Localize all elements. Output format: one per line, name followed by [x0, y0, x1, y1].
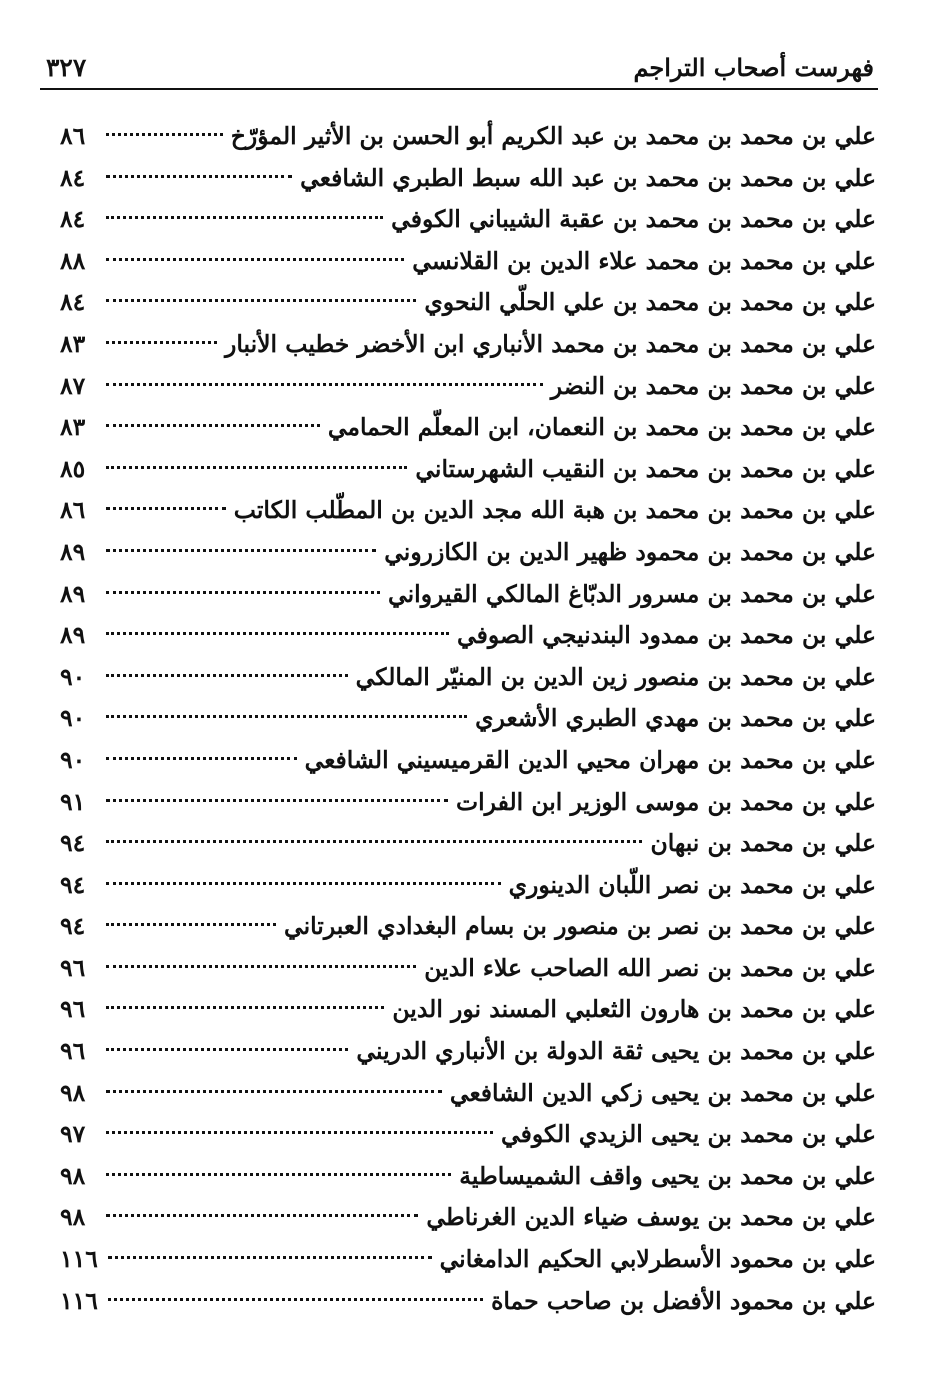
- index-entry: [60, 282, 876, 324]
- index-entry: [60, 532, 876, 574]
- entry-name: علي بن محمد بن مهران محيي الدين القرميسيني الشافعي: [304, 745, 876, 774]
- entry-page-number: ٩٨: [60, 1078, 86, 1107]
- index-entry: [60, 615, 876, 657]
- dot-leader: [106, 1173, 451, 1176]
- entry-name: علي بن محمود الأفضل بن صاحب حماة: [491, 1286, 876, 1315]
- dot-leader: [106, 1006, 384, 1009]
- entry-page-number: ٨٩: [60, 621, 86, 650]
- index-entry: [60, 158, 876, 200]
- dot-leader: [106, 882, 501, 885]
- dot-leader: [106, 507, 226, 510]
- dot-leader: [106, 424, 320, 427]
- entry-name: علي بن محمد بن نصر الله الصاحب علاء الدين: [424, 953, 876, 982]
- dot-leader: [106, 591, 380, 594]
- entry-page-number: ٩٨: [60, 1203, 86, 1232]
- index-entry: [60, 865, 876, 907]
- entry-page-number: ٨٨: [60, 246, 86, 275]
- entry-page-number: ٩٦: [60, 953, 86, 982]
- dot-leader: [106, 133, 223, 136]
- index-entry: [60, 1073, 876, 1115]
- entry-page-number: ٩٧: [60, 1120, 86, 1149]
- dot-leader: [106, 1048, 348, 1051]
- entry-name: علي بن محمد بن محمد بن محمد الأنباري ابن الأخضر خطيب الأنبار: [225, 329, 876, 358]
- index-entry: [60, 740, 876, 782]
- entry-name: علي بن محمد بن محمود ظهير الدين بن الكازروني: [384, 537, 876, 566]
- index-list: [60, 116, 876, 1322]
- entry-page-number: ٨٤: [60, 163, 86, 192]
- entry-name: علي بن محمود الأسطرلابي الحكيم الدامغاني: [439, 1245, 876, 1274]
- index-entry: [60, 1114, 876, 1156]
- index-entry: [60, 324, 876, 366]
- index-entry: [60, 199, 876, 241]
- index-entry: [60, 1239, 876, 1281]
- entry-page-number: ٨٤: [60, 205, 86, 234]
- entry-name: علي بن محمد بن نبهان: [650, 829, 876, 858]
- entry-name: علي بن محمد بن محمد بن عبد الكريم أبو الحسن بن الأثير المؤرّخ: [230, 122, 876, 150]
- page-header: [40, 48, 878, 90]
- entry-page-number: ٩٦: [60, 995, 86, 1024]
- running-title: فهرست أصحاب التراجم: [633, 53, 874, 82]
- entry-name: علي بن محمد بن موسى الوزير ابن الفرات: [455, 787, 876, 816]
- entry-page-number: ٨٣: [60, 413, 86, 442]
- entry-page-number: ٨٥: [60, 454, 86, 483]
- dot-leader: [106, 1131, 493, 1134]
- entry-name: علي بن محمد بن منصور زين الدين بن المنيّر المالكي: [355, 662, 876, 691]
- dot-leader: [106, 840, 642, 843]
- entry-page-number: ٩٤: [60, 870, 86, 899]
- entry-name: علي بن محمد بن نصر اللّبان الدينوري: [508, 870, 876, 899]
- index-entry: [60, 823, 876, 865]
- index-entry: [60, 948, 876, 990]
- entry-name: علي بن محمد بن محمد علاء الدين بن القلانسي: [412, 246, 876, 275]
- dot-leader: [106, 1214, 418, 1217]
- index-entry: [60, 574, 876, 616]
- entry-page-number: ٨٤: [60, 288, 86, 317]
- entry-name: علي بن محمد بن يحيى واقف الشميساطية: [459, 1161, 876, 1190]
- dot-leader: [106, 383, 543, 386]
- entry-name: علي بن محمد بن محمد بن عقبة الشيباني الكوفي: [391, 205, 876, 234]
- dot-leader: [106, 175, 292, 178]
- entry-name: علي بن محمد بن محمد بن النعمان، ابن المعلّم الحمامي: [327, 413, 876, 442]
- entry-name: علي بن محمد بن يحيى ثقة الدولة بن الأنباري الدريني: [356, 1037, 876, 1066]
- entry-name: علي بن محمد بن ممدود البندنيجي الصوفي: [457, 621, 876, 650]
- dot-leader: [106, 674, 348, 677]
- dot-leader: [108, 1298, 483, 1301]
- entry-name: علي بن محمد بن محمد بن النضر: [550, 371, 876, 400]
- index-entry: [60, 782, 876, 824]
- page-number: ٣٢٧: [46, 53, 87, 82]
- index-entry: [60, 906, 876, 948]
- dot-leader: [106, 299, 416, 302]
- entry-name: علي بن محمد بن محمد بن علي الحلّي النحوي: [424, 288, 876, 317]
- entry-name: علي بن محمد بن مهدي الطبري الأشعري: [475, 704, 876, 733]
- dot-leader: [106, 341, 217, 344]
- entry-name: علي بن محمد بن محمد بن عبد الله سبط الطبري الشافعي: [300, 163, 876, 192]
- dot-leader: [106, 632, 449, 635]
- entry-page-number: ٩٠: [60, 704, 86, 733]
- index-entry: [60, 1197, 876, 1239]
- entry-page-number: ٩٠: [60, 662, 86, 691]
- index-entry: [60, 1281, 876, 1323]
- entry-page-number: ٨٦: [60, 122, 86, 150]
- entry-name: علي بن محمد بن هارون الثعلبي المسند نور الدين: [392, 995, 876, 1024]
- entry-page-number: ٩١: [60, 787, 86, 816]
- entry-page-number: ٨٧: [60, 371, 86, 400]
- entry-page-number: ١١٦: [60, 1286, 98, 1315]
- index-entry: [60, 366, 876, 408]
- entry-name: علي بن محمد بن محمد بن هبة الله مجد الدين بن المطّلب الكاتب: [233, 496, 876, 525]
- index-entry: [60, 116, 876, 158]
- entry-page-number: ٨٩: [60, 537, 86, 566]
- entry-name: علي بن محمد بن نصر بن منصور بن بسام البغدادي العبرتاني: [284, 912, 876, 941]
- entry-name: علي بن محمد بن يوسف ضياء الدين الغرناطي: [426, 1203, 876, 1232]
- dot-leader: [106, 258, 404, 261]
- index-entry: [60, 657, 876, 699]
- dot-leader: [106, 715, 467, 718]
- index-entry: [60, 241, 876, 283]
- index-entry: [60, 449, 876, 491]
- index-entry: [60, 1031, 876, 1073]
- entry-page-number: ٩٠: [60, 745, 86, 774]
- dot-leader: [106, 216, 383, 219]
- entry-page-number: ١١٦: [60, 1245, 98, 1274]
- index-entry: [60, 407, 876, 449]
- dot-leader: [106, 466, 407, 469]
- index-entry: [60, 698, 876, 740]
- dot-leader: [106, 549, 376, 552]
- entry-name: علي بن محمد بن يحيى زكي الدين الشافعي: [449, 1078, 876, 1107]
- index-entry: [60, 989, 876, 1031]
- entry-page-number: ٩٤: [60, 829, 86, 858]
- dot-leader: [106, 965, 416, 968]
- dot-leader: [106, 923, 276, 926]
- entry-name: علي بن محمد بن يحيى الزيدي الكوفي: [501, 1120, 876, 1149]
- entry-page-number: ٩٦: [60, 1037, 86, 1066]
- entry-page-number: ٨٩: [60, 579, 86, 608]
- dot-leader: [106, 1090, 442, 1093]
- dot-leader: [106, 799, 448, 802]
- dot-leader: [106, 757, 297, 760]
- entry-page-number: ٨٣: [60, 329, 86, 358]
- entry-page-number: ٩٨: [60, 1161, 86, 1190]
- entry-page-number: ٩٤: [60, 912, 86, 941]
- entry-name: علي بن محمد بن مسرور الدبّاغ المالكي القيرواني: [388, 579, 876, 608]
- index-entry: [60, 1156, 876, 1198]
- index-entry: [60, 490, 876, 532]
- dot-leader: [108, 1256, 432, 1259]
- entry-name: علي بن محمد بن محمد بن النقيب الشهرستاني: [415, 454, 876, 483]
- entry-page-number: ٨٦: [60, 496, 86, 525]
